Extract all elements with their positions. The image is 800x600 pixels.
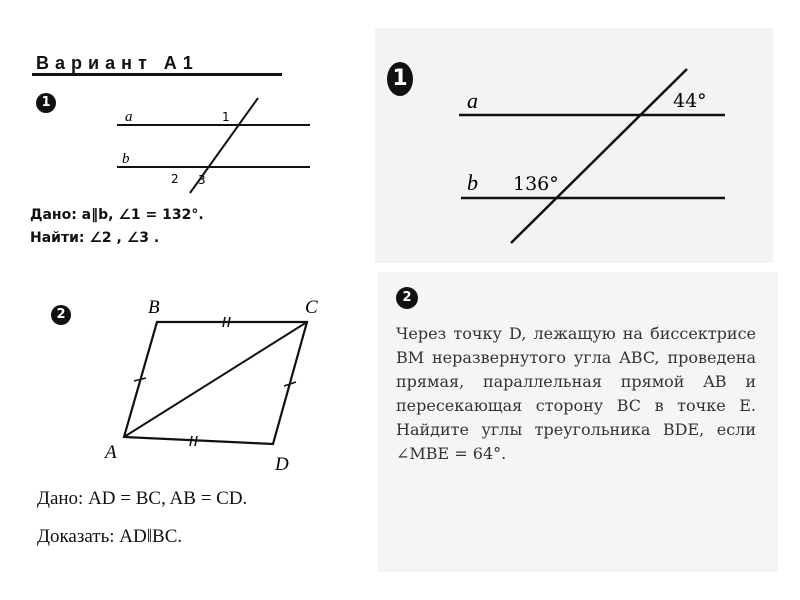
- text-problem-panel: [378, 272, 778, 572]
- tick-bc-2: [228, 317, 230, 327]
- angle-1-label: 1: [222, 110, 230, 124]
- vertex-d: D: [275, 454, 289, 475]
- problem-number-badge: 2: [51, 305, 71, 325]
- angle-2-label: 2: [171, 172, 179, 186]
- transversal: [511, 69, 687, 243]
- vertex-a: A: [105, 442, 117, 463]
- angle-136-label: 136°: [513, 173, 559, 195]
- problem-number-badge: 1: [36, 93, 56, 113]
- tick-ad-1: [190, 436, 192, 446]
- label-b: b: [122, 151, 130, 167]
- label-a: a: [467, 88, 478, 113]
- problem-number-badge: 1: [387, 62, 413, 96]
- vertex-b: B: [148, 297, 160, 318]
- label-a: a: [125, 109, 133, 125]
- label-b: b: [467, 170, 478, 195]
- variant-heading: Вариант А1: [36, 53, 199, 73]
- prove-statement: Доказать: AD‖BC.: [37, 526, 183, 547]
- parallel-lines-angles-diagram: [375, 28, 773, 263]
- quadrilateral-panel: [35, 280, 365, 580]
- given-statement: Дано: AD = BC, AB = CD.: [37, 488, 248, 509]
- given-statement: Дано: a‖b, ∠1 = 132°.: [30, 207, 204, 223]
- vertex-c: C: [305, 297, 318, 318]
- problem-number-badge: 2: [396, 287, 418, 309]
- problem-text: Через точку D, лежащую на биссектрисе BM неразвернутого угла ABC, проведена прямая, параллельная прямой AB и пересекающая сторону BC в точке E. Найдите углы треугольника BDE, если ∠MBE = 64°.: [396, 324, 756, 463]
- angle-diagram-panel: [375, 28, 773, 263]
- tick-ad-2: [195, 436, 197, 446]
- angle-44-label: 44°: [673, 90, 707, 112]
- variant-a1-panel: [22, 35, 352, 270]
- angle-3-label: 3: [198, 173, 206, 187]
- find-statement: Найти: ∠2 , ∠3 .: [30, 230, 160, 246]
- tick-bc-1: [223, 317, 225, 327]
